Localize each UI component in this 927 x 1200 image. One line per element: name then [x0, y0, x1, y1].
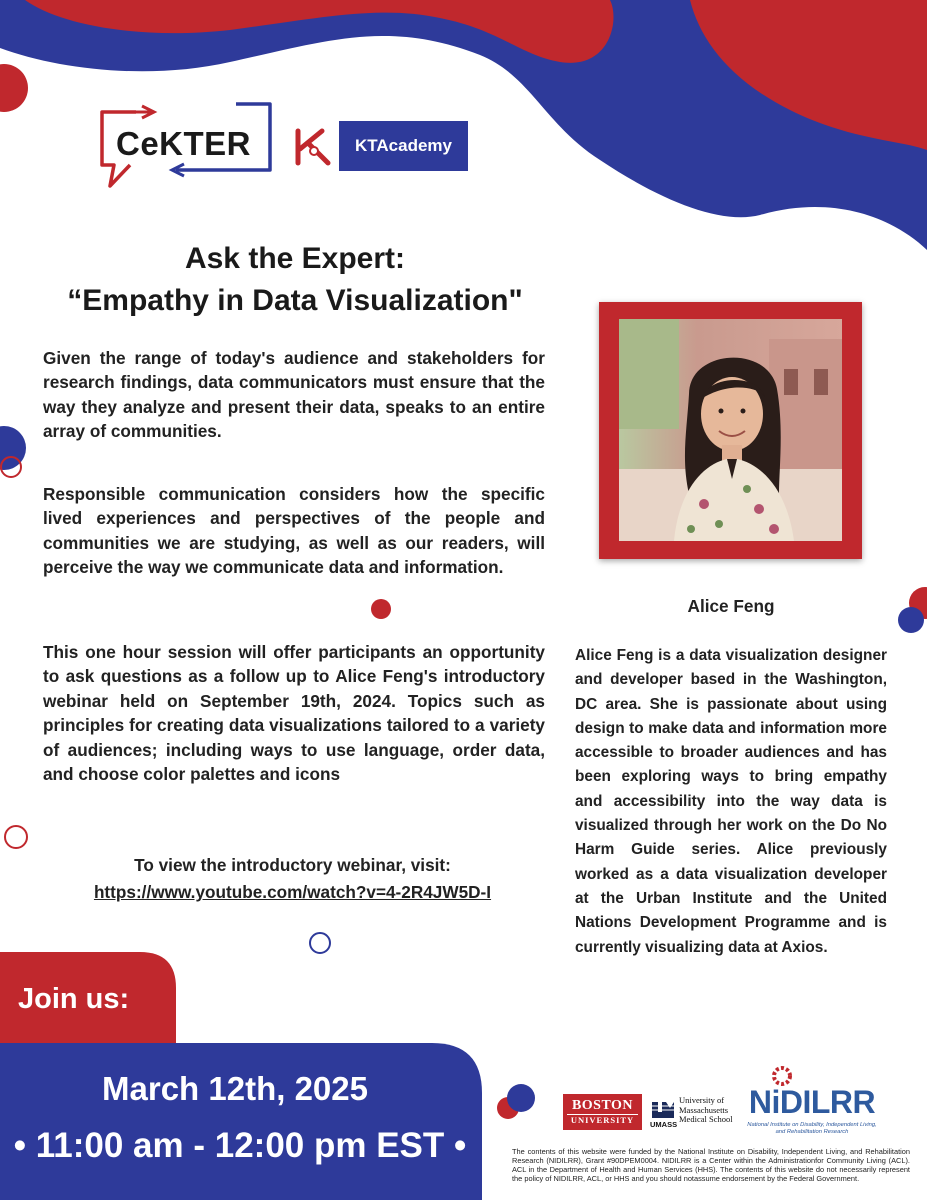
webinar-info — [40, 852, 545, 906]
cekter-logo-text: CeKTER — [116, 125, 252, 162]
join-us-label: Join us: — [18, 983, 130, 1015]
speaker-name: Alice Feng — [687, 596, 775, 616]
umass-name: University of Massachusetts Medical School — [679, 1095, 733, 1124]
speaker-photo-frame — [599, 302, 862, 559]
page-title — [40, 238, 550, 322]
webinar-link[interactable]: https://www.youtube.com/watch?v=4-2R4JW5D-I — [93, 882, 492, 902]
nidilrr-logo — [742, 1064, 882, 1142]
nidilrr-subtitle: National Institute on Disability, Independent Living, and Rehabilitation Research — [747, 1122, 877, 1135]
right-blue-circle — [898, 607, 924, 633]
title-line-2: “Empathy in Data Visualization" — [67, 284, 523, 317]
responsible-communication-paragraph: Responsible communication considers how the specific lived experiences and perspectives of the people and communities we are studying, as well as our readers, will perceive the way we communicate data and information. — [43, 484, 545, 578]
umass-logo — [650, 1096, 736, 1132]
mid-red-dot — [371, 599, 391, 619]
speaker-bio: Alice Feng is a data visualization designer and developer based in the Washington, DC area. She is passionate about using design to make data and information more accessible to broader audiences and has been exploring ways to bring empathy and accessibility into the way data is visualized through her work on the Do No Harm Guide series. Alice previously worked as a data visualization developer at the Urban Institute and the United Nations Development Programme and is currently visualizing data at Axios. — [575, 647, 887, 956]
date-blue-block — [0, 1043, 482, 1200]
event-time: • 11:00 am - 12:00 pm EST • — [13, 1126, 467, 1165]
intro-paragraph: Given the range of today's audience and stakeholders for research findings, data communicators must ensure that the way they analyze and present their data, speaks to an entire array of communities. — [43, 348, 545, 442]
umass-word: UMASS — [650, 1120, 678, 1129]
speaker-photo — [619, 319, 842, 541]
left-blue-circle — [0, 426, 26, 470]
webinar-prompt: To view the introductory webinar, visit: — [134, 855, 451, 875]
left-lower-outline-circle — [5, 826, 27, 848]
bottom-blue-circle — [507, 1084, 535, 1112]
event-date: March 12th, 2025 — [102, 1070, 368, 1107]
boston-university-logo: BOSTON UNIVERSITY — [563, 1094, 642, 1130]
title-line-1: Ask the Expert: — [184, 242, 406, 275]
ktacademy-logo: KTAcademy — [339, 121, 468, 171]
blue-outline-circle — [310, 933, 330, 953]
nidilrr-name: NiDILRR — [748, 1084, 876, 1120]
ktacademy-k-icon — [292, 127, 336, 167]
funding-disclaimer: The contents of this website were funded by the National Institute on Disability, Independent Living, and Rehabilitation Research (NIDILRR), Grant #90DPEM0004. NIDILRR is a Center within the Administrationfor Community Living (ACL). ACL in the Department of Health and Human Services (HHS). The contents of this website do not necessarily represent the policy of NIDILRR, ACL, or HHS and you should notassume endorsement by the Federal Government. — [512, 1147, 910, 1184]
session-description-paragraph: This one hour session will offer participants an opportunity to ask questions as a follow up to Alice Feng's introductory webinar held on September 19th, 2024. Topics such as principles for creating data visualizations tailored to a variety of audiences; including ways to use language, order data, and choose color palettes and icons — [43, 642, 545, 785]
umass-mark-icon — [650, 1098, 676, 1120]
top-left-red-circle — [0, 64, 28, 112]
